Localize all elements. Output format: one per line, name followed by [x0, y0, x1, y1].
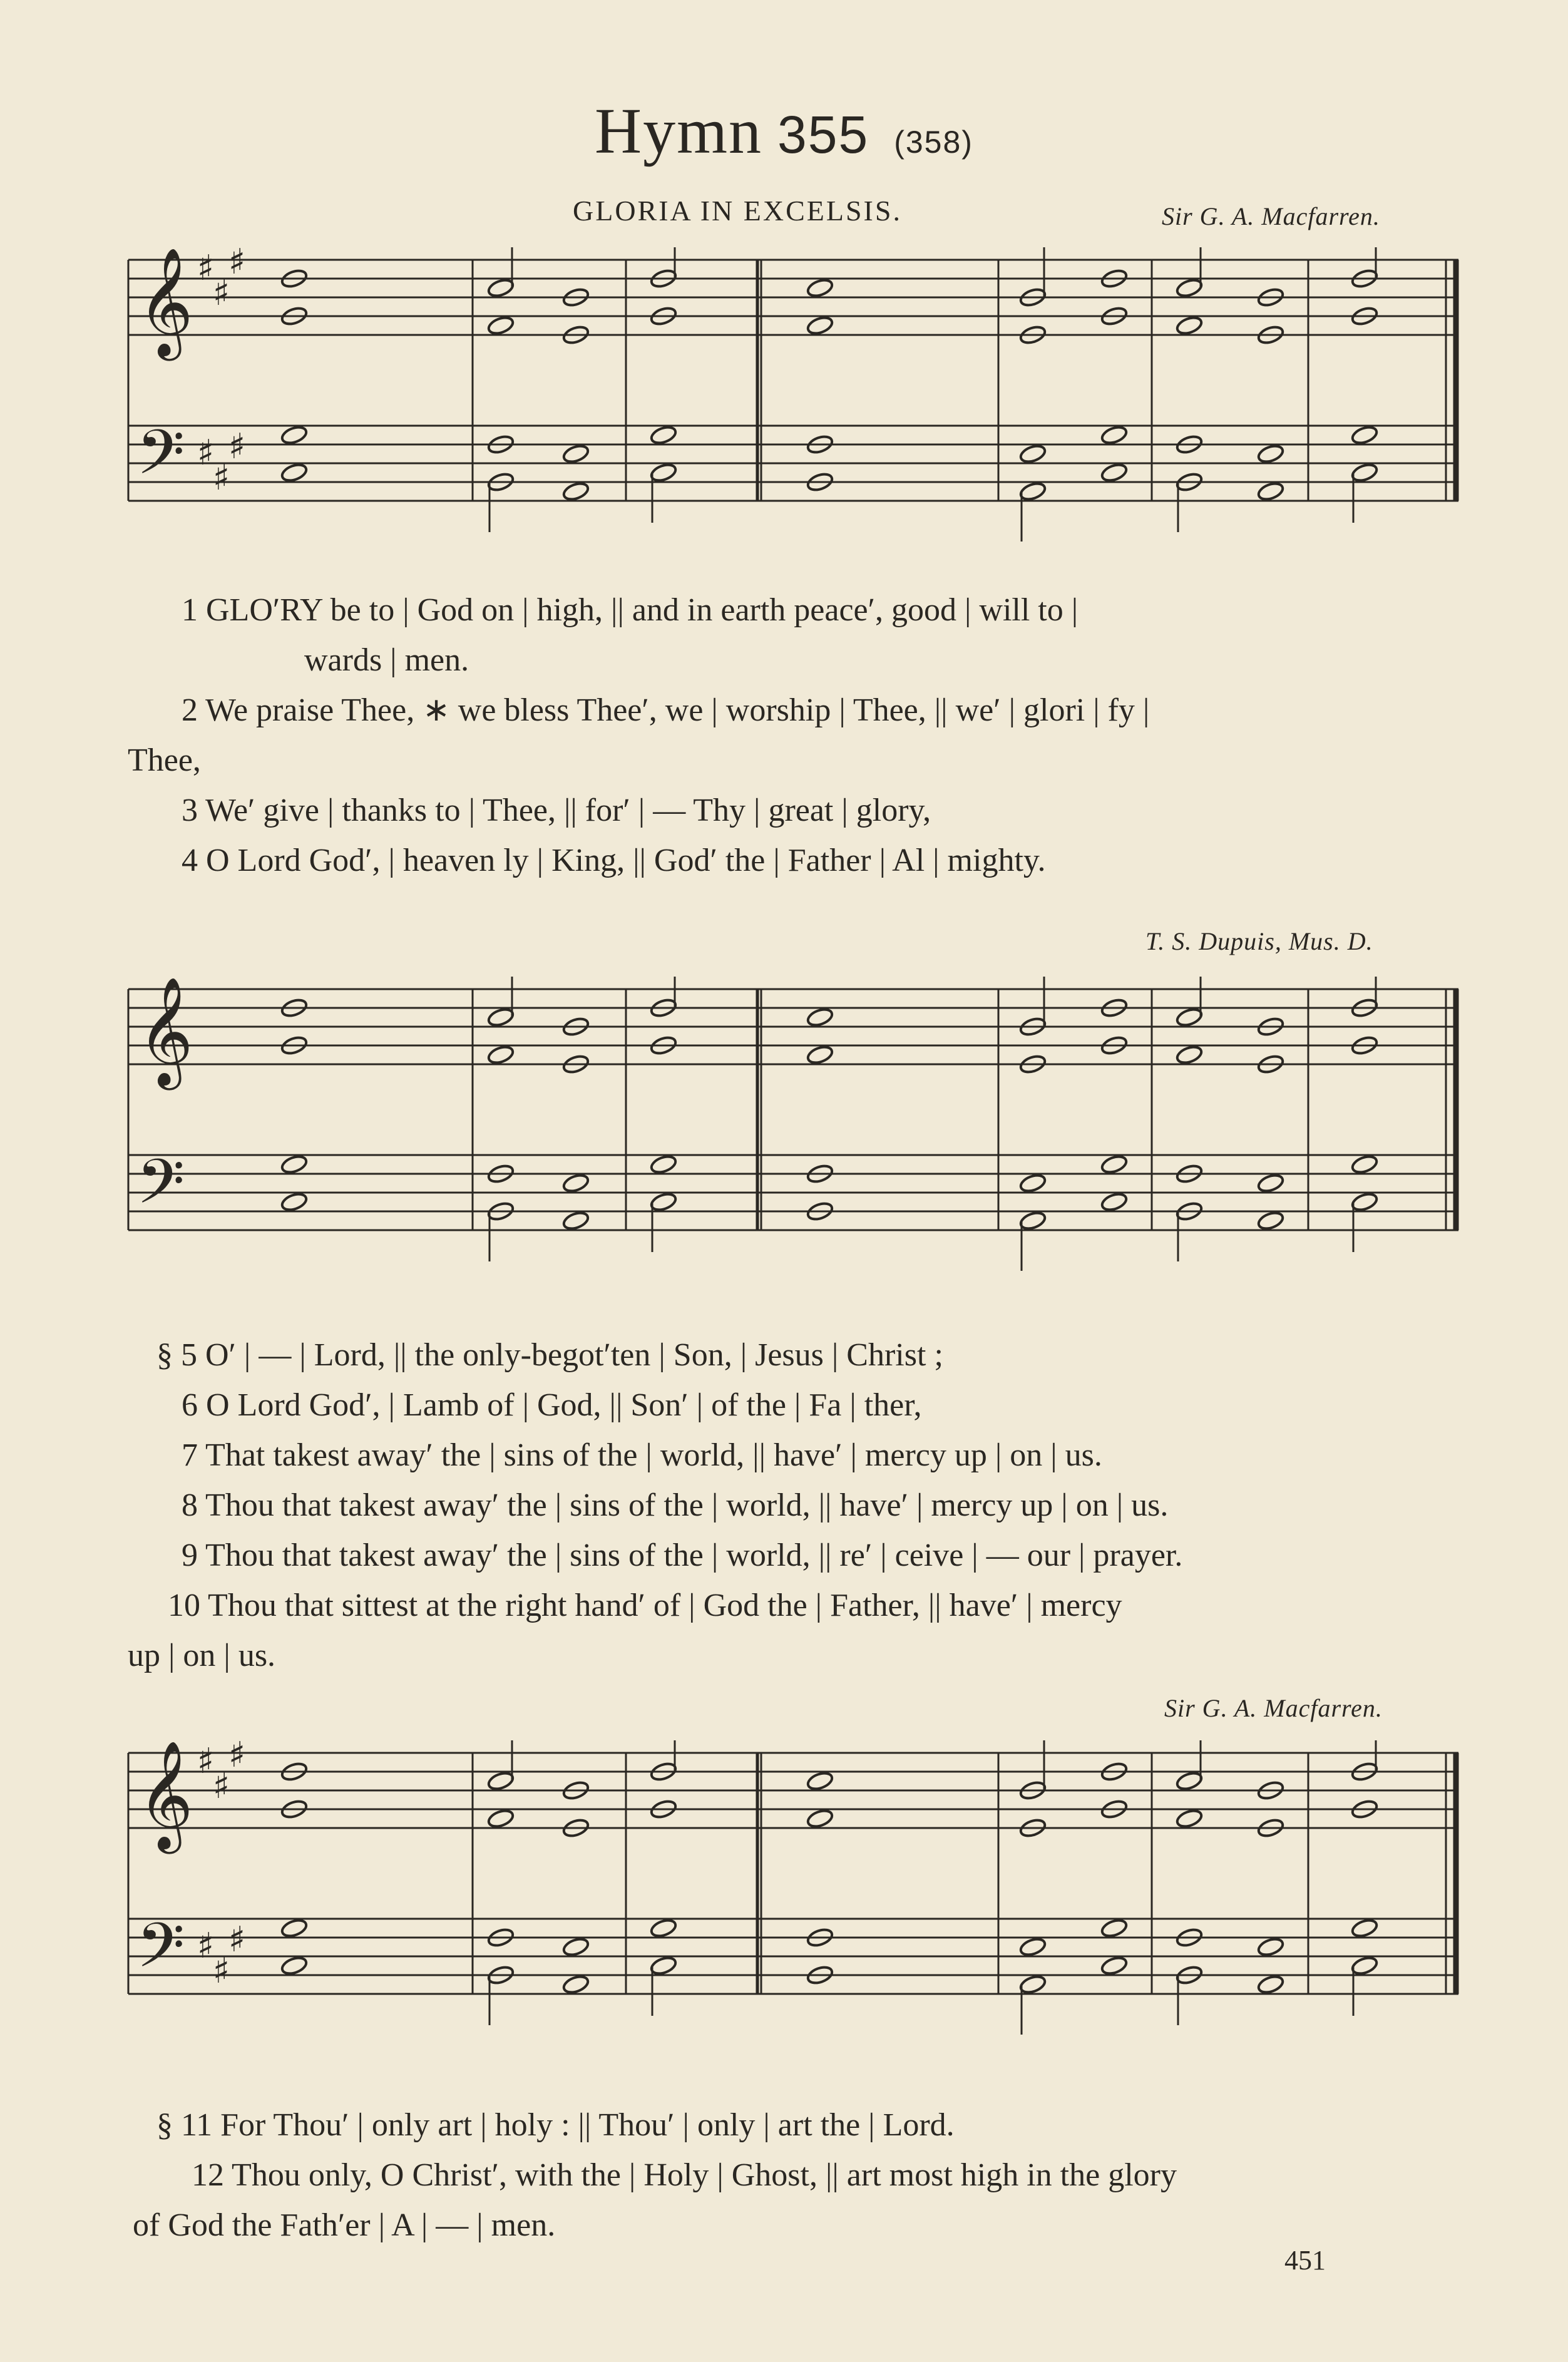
note-head	[486, 1044, 515, 1065]
verse-line: 2 We praise Thee, ∗ we bless Thee′, we | worship | Thee, || we′ | glori | fy |	[182, 692, 1150, 728]
verse-line: 7 That takest away′ the | sins of the | world, || have′ | mercy up | on | us.	[182, 1437, 1102, 1473]
note-head	[806, 1007, 834, 1028]
verse-line: 1 GLO′RY be to | God on | high, || and in earth peace′, good | will to |	[182, 592, 1079, 628]
music-score-2	[125, 977, 1465, 1271]
note-head	[1100, 424, 1128, 446]
note-head	[1018, 1974, 1047, 1995]
note-head	[1175, 1044, 1203, 1065]
note-head	[1350, 424, 1378, 446]
note-head	[280, 424, 308, 446]
bass-clef-icon: 𝄢	[136, 1910, 185, 1997]
note-head	[1018, 1936, 1047, 1958]
note-head	[806, 277, 834, 299]
note-head	[806, 1044, 834, 1065]
note-head	[1100, 462, 1128, 483]
staff-system	[128, 247, 1458, 542]
note-head	[486, 315, 515, 336]
note-head	[1175, 1007, 1203, 1028]
treble-clef-icon: 𝄞	[138, 247, 193, 356]
note-head	[486, 1007, 515, 1028]
verse-line: § 5 O′ | — | Lord, || the only-begot′ten | Son, | Jesus | Christ ;	[156, 1337, 943, 1373]
note-head	[1100, 1955, 1128, 1976]
note-head	[1256, 1936, 1284, 1958]
note-head	[280, 1955, 308, 1976]
hymn-number: 355	[777, 105, 869, 164]
note-head	[806, 1808, 834, 1829]
note-head	[280, 1191, 308, 1213]
verse-line: 3 We′ give | thanks to | Thee, || for′ | — Thy | great | glory,	[182, 793, 931, 828]
note-head	[1018, 443, 1047, 465]
note-head	[561, 1936, 590, 1958]
note-head	[1018, 1173, 1047, 1194]
note-head	[1350, 1191, 1378, 1213]
verse-line: 4 O Lord God′, | heaven ly | King, || God′ the | Father | Al | mighty.	[182, 843, 1046, 878]
staff-system	[128, 1740, 1458, 2035]
music-score-1	[125, 247, 1465, 542]
note-head	[1100, 1191, 1128, 1213]
note-head	[649, 424, 677, 446]
verses-part-2	[128, 1330, 1465, 1681]
note-head	[1018, 481, 1047, 502]
note-head	[1100, 1918, 1128, 1939]
note-head	[561, 443, 590, 465]
composer-first: Sir G. A. Macfarren.	[1162, 202, 1380, 230]
treble-clef-icon: 𝄞	[138, 1740, 193, 1849]
sharp-icon: ♯	[228, 247, 246, 282]
bass-clef-icon: 𝄢	[136, 417, 185, 504]
sharp-icon: ♯	[197, 1926, 215, 1966]
note-head	[649, 1918, 677, 1939]
verse-line: of God the Fath′er | A | — | men.	[133, 2207, 556, 2243]
sharp-icon: ♯	[213, 1951, 230, 1991]
page-number: 451	[1284, 2245, 1326, 2276]
note-head	[1256, 1974, 1284, 1995]
sharp-icon: ♯	[213, 273, 230, 314]
sharp-icon: ♯	[197, 1741, 215, 1782]
note-head	[649, 1154, 677, 1175]
note-head	[649, 1191, 677, 1213]
composer-third: Sir G. A. Macfarren.	[1164, 1694, 1383, 1722]
bass-clef-icon: 𝄢	[136, 1146, 185, 1233]
verses-part-1	[128, 585, 1465, 886]
staff-system	[128, 977, 1458, 1271]
sharp-icon: ♯	[197, 248, 215, 289]
note-head	[561, 481, 590, 502]
verse-line: 12 Thou only, O Christ′, with the | Holy | Ghost, || art most high in the glory	[192, 2157, 1177, 2193]
music-score-3	[125, 1740, 1465, 2035]
sharp-icon: ♯	[228, 1919, 246, 1960]
sharp-icon: ♯	[213, 458, 230, 498]
note-head	[561, 1173, 590, 1194]
note-head	[1175, 277, 1203, 299]
note-head	[1350, 1918, 1378, 1939]
note-head	[280, 1918, 308, 1939]
note-head	[649, 1955, 677, 1976]
note-head	[1175, 315, 1203, 336]
note-head	[1018, 1210, 1047, 1231]
note-head	[806, 315, 834, 336]
verse-line: Thee,	[128, 742, 201, 778]
note-head	[1256, 1210, 1284, 1231]
note-head	[1350, 462, 1378, 483]
verse-line: 8 Thou that takest away′ the | sins of the | world, || have′ | mercy up | on | us.	[182, 1487, 1169, 1523]
note-head	[1175, 1808, 1203, 1829]
sharp-icon: ♯	[228, 426, 246, 467]
sharp-icon: ♯	[213, 1766, 230, 1807]
verse-line: 9 Thou that takest away′ the | sins of the | world, || re′ | ceive | — our | prayer.	[182, 1538, 1183, 1573]
note-head	[561, 1210, 590, 1231]
note-head	[806, 1770, 834, 1792]
hymn-word: Hymn	[595, 95, 763, 167]
note-head	[561, 1974, 590, 1995]
note-head	[1350, 1955, 1378, 1976]
note-head	[486, 1808, 515, 1829]
note-head	[1256, 443, 1284, 465]
note-head	[649, 462, 677, 483]
sharp-icon: ♯	[197, 433, 215, 473]
note-head	[1175, 1770, 1203, 1792]
verse-line: 10 Thou that sittest at the right hand′ of | God the | Father, || have′ | mercy	[168, 1588, 1122, 1623]
note-head	[486, 1770, 515, 1792]
treble-clef-icon: 𝄞	[138, 977, 193, 1086]
verses-part-3	[133, 2100, 1465, 2251]
composer-second: T. S. Dupuis, Mus. D.	[1145, 927, 1373, 955]
alt-number: (358)	[894, 125, 973, 160]
verse-line: up | on | us.	[128, 1638, 276, 1673]
note-head	[486, 277, 515, 299]
note-head	[280, 1154, 308, 1175]
hymn-title	[0, 94, 1568, 168]
note-head	[1350, 1154, 1378, 1175]
note-head	[1256, 481, 1284, 502]
verse-line: § 11 For Thou′ | only art | holy : || Thou′ | only | art the | Lord.	[156, 2107, 955, 2143]
verse-line: wards | men.	[304, 642, 469, 678]
note-head	[1100, 1154, 1128, 1175]
note-head	[280, 462, 308, 483]
verse-line: 6 O Lord God′, | Lamb of | God, || Son′ | of the | Fa | ther,	[182, 1387, 922, 1423]
tune-name: GLORIA IN EXCELSIS.	[573, 195, 902, 227]
sharp-icon: ♯	[228, 1740, 246, 1775]
note-head	[1256, 1173, 1284, 1194]
